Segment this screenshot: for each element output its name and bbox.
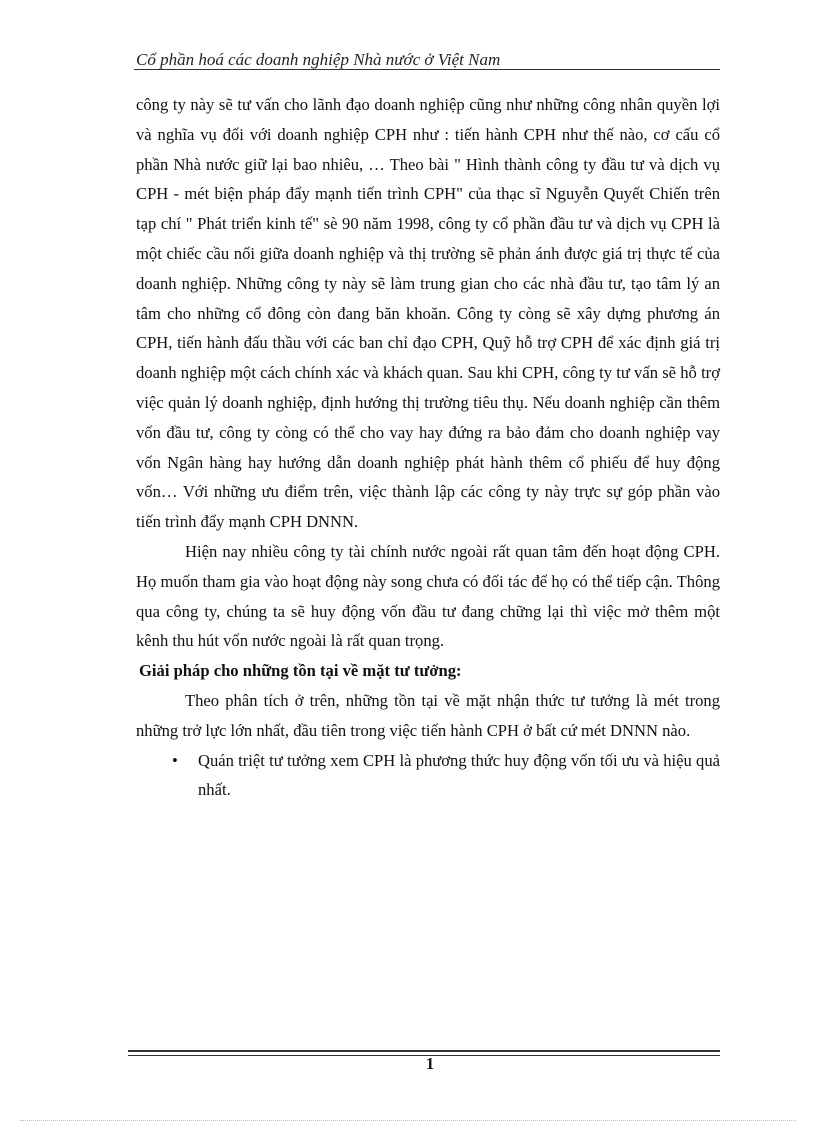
- section-heading: Giải pháp cho những tồn tại về mặt tư tưởng:: [139, 661, 462, 681]
- bullet-icon: •: [172, 750, 178, 770]
- paragraph-continuation: công ty này sẽ tư vấn cho lãnh đạo doanh nghiệp cũng như những công nhân quyền lợi và nghĩa vụ đối với doanh nghiệp CPH như : tiến hành CPH như thế nào, cơ cấu cổ phần Nhà nước giữ lại bao nhiêu, … Theo bài " Hình thành công ty đầu tư và dịch vụ CPH - mét biện pháp đẩy mạnh tiến trình CPH" của thạc sĩ Nguyễn Quyết Chiến trên tạp chí " Phát triển kinh tế" sè 90 năm 1998, công ty cổ phần đầu tư và dịch vụ CPH là một chiếc cầu nối giữa doanh nghiệp và thị trường sẽ phản ánh được giá trị thực tế của doanh nghiệp. Những công ty này sẽ làm trung gian cho các nhà đầu tư, tạo tâm lý an tâm cho những cổ đông còn đang băn khoăn. Công ty còng sẽ xây dựng phương án CPH, tiến hành đấu thầu với các ban chỉ đạo CPH, Quỹ hỗ trợ CPH để xác định giá trị doanh nghiệp một cách chính xác và khách quan. Sau khi CPH, công ty tư vấn sẽ hỗ trợ việc quản lý doanh nghiệp, định hướng thị trường tiêu thụ. Nếu doanh nghiệp cần thêm vốn đầu tư, công ty còng có thể cho vay hay đứng ra bảo đảm cho doanh nghiệp vay vốn Ngân hàng hay hướng dẫn doanh nghiệp phát hành thêm cổ phiếu để huy động vốn… Với những ưu điểm trên, việc thành lập các công ty này trực sự góp phần vào tiến trình đẩy mạnh CPH DNNN.: [136, 95, 720, 532]
- paragraph-foreign-finance: Hiện nay nhiều công ty tài chính nước ngoài rất quan tâm đến hoạt động CPH. Họ muốn tham gia vào hoạt động này song chưa có đối tác để họ có thể tiếp cận. Thông qua công ty, chúng ta sẽ huy động vốn đầu tư đang chững lại thì việc mở thêm một kênh thu hút vốn nước ngoài là rất quan trọng.: [136, 541, 720, 651]
- header-rule: [134, 69, 720, 70]
- page-number: 1: [425, 1054, 435, 1073]
- page-edge-divider: [20, 1120, 796, 1121]
- paragraph-analysis: Theo phân tích ở trên, những tồn tại về mặt nhận thức tư tưởng là mét trong những trở lực lớn nhất, đầu tiên trong việc tiến hành CPH ở bất cứ mét DNNN nào.: [136, 690, 720, 740]
- running-header-title: Cổ phần hoá các doanh nghiệp Nhà nước ở Việt Nam: [136, 50, 501, 69]
- bullet-text: Quán triệt tư tưởng xem CPH là phương thức huy động vốn tối ưu và hiệu quả nhất.: [198, 750, 720, 800]
- list-item: [136, 746, 720, 806]
- bullet-list: [136, 746, 720, 806]
- body-text: [136, 90, 720, 805]
